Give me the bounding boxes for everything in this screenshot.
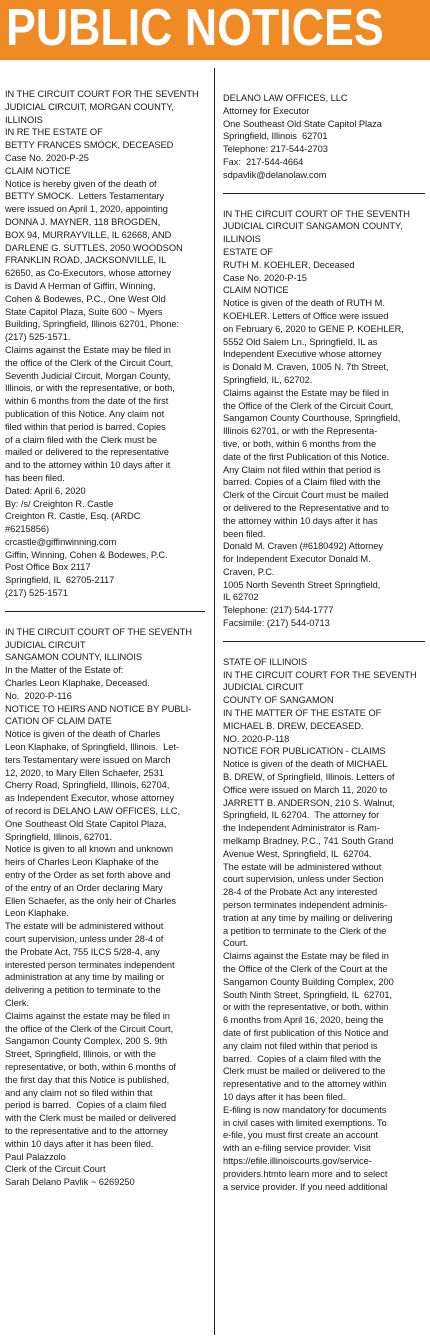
notice-line: 1005 North Seventh Street Springfield, [223, 579, 381, 590]
notice-line: Notice is hereby given of the death of [5, 178, 157, 189]
notice-separator [223, 193, 425, 194]
notice-line: publication of this Notice. Any claim not [5, 408, 165, 419]
notice-line: as Independent Executor, whose attorney [5, 793, 175, 804]
notice-line: heirs of Charles Leon Klaphake of the [5, 857, 159, 868]
notice-line: By: /s/ Creighton R. Castle [5, 498, 114, 509]
notice-line: barred. Copies of a claim filed with the [223, 1053, 382, 1064]
notice-line: with an e-filing service provider. Visit [223, 1143, 371, 1154]
notice-line: in civil cases with limited exemptions. To [223, 1117, 387, 1128]
notice-line: FRANKLIN ROAD, JACKSONVILLE, IL [5, 255, 167, 266]
notice-separator [223, 641, 425, 642]
legal-notice [5, 88, 205, 600]
notice-separator [5, 611, 205, 612]
notice-line: interested person terminates independent [5, 959, 175, 970]
notice-line: DELANO LAW OFFICES, LLC [223, 93, 348, 103]
notice-line: barred. Copies of a Claim filed with the [223, 477, 381, 488]
notice-line: melkamp Bradney, P.C., 741 South Grand [223, 836, 394, 847]
notice-line: IN THE CIRCUIT COURT OF THE SEVENTH [5, 626, 192, 637]
notice-line: STATE OF ILLINOIS [223, 656, 308, 667]
notice-line: BETTY FRANCES SMOCK, DECEASED [5, 140, 174, 151]
notice-line: Facsimile: (217) 544-0713 [223, 618, 330, 629]
notice-line: Springfield, IL 62705-2117 [5, 575, 115, 586]
notice-line: a petition to terminate to the Clerk of the [223, 925, 387, 936]
legal-notice [223, 656, 425, 1193]
notice-line: were issued on April 1, 2020, appointing [5, 204, 168, 215]
notice-line: Seventh Judicial Circuit, Morgan County, [5, 370, 171, 381]
notice-line: Sangamon County Complex, 200 S. 9th [5, 1036, 168, 1047]
notice-line: of a claim filed with the Clerk must be [5, 434, 158, 445]
notice-line: filed within that period is barred. Copies [5, 421, 166, 432]
notice-line: Case No. 2020-P-15 [223, 272, 307, 283]
notice-line: Attorney for Executor [223, 105, 310, 116]
notice-line: Illinois 62701, or with the Representa- [223, 426, 378, 437]
notice-line: Cohen & Bodewes, P.C., One West Old [5, 293, 166, 304]
notice-line: IN THE MATTER OF THE ESTATE OF [223, 708, 382, 719]
notice-line: Clerk of the Circuit Court [5, 1164, 106, 1175]
notice-line: SANGAMON COUNTY, ILLINOIS [5, 652, 143, 663]
notice-line: E-filing is now mandatory for documents [223, 1104, 387, 1115]
notice-line: Ellen Schaefer, as the only heir of Charles [5, 895, 176, 906]
notice-line: within 10 days after it has been filed. [5, 1138, 154, 1149]
notice-line: Clerk must be mailed or delivered to the [223, 1066, 386, 1077]
notice-line: RUTH M. KOEHLER, Deceased [223, 259, 355, 270]
notice-line: CLAIM NOTICE [223, 285, 289, 296]
notice-line: date of first publication of this Notice and [223, 1027, 389, 1038]
notice-line: Clerk. [5, 997, 29, 1008]
notice-line: DARLENE G. SUTTLES, 2050 WOODSON [5, 242, 183, 253]
notice-line: The estate will be administered without [223, 861, 382, 872]
notice-line: IL 62702 [223, 592, 259, 603]
notice-line: or with the representative, or both, within [223, 1002, 389, 1013]
notice-line: COUNTY OF SANGAMON [223, 695, 334, 706]
notice-line: or delivered to the Representative and to [223, 502, 389, 513]
notice-line: Springfield, Illinois 62701 [223, 131, 328, 142]
notice-line: CLAIM NOTICE [5, 165, 71, 176]
notice-line: of the entry of an Order declaring Mary [5, 882, 163, 893]
notice-line: administration at any time by mailing or [5, 972, 165, 983]
notice-line: Court. [223, 938, 249, 949]
notice-line: on February 6, 2020 to GENE P. KOEHLER, [223, 323, 404, 334]
notice-line: 62650, as Co-Executors, whose attorney [5, 268, 172, 279]
notice-line: South Ninth Street, Springfield, IL 62701, [223, 989, 393, 1000]
notice-line: Post Office Box 2117 [5, 562, 91, 573]
notice-line: Paul Palazzolo [5, 1151, 66, 1162]
notice-line: KOEHLER. Letters of Office were issued [223, 310, 389, 321]
notice-line: Leon Klaphake. [5, 908, 69, 919]
notice-line: is Donald M. Craven, 1005 N. 7th Street, [223, 362, 389, 373]
notice-line: entry of the Order as set forth above and [5, 870, 171, 881]
notice-line: court supervision, unless under Section [223, 874, 384, 885]
notice-line: Sangamon County Courthouse, Springfield, [223, 413, 401, 424]
notice-line: (217) 525-1571. [5, 332, 71, 343]
notice-line: In the Matter of the Estate of: [5, 665, 124, 676]
banner-title: PUBLIC NOTICES [6, 0, 384, 57]
notice-line: https://efile.illinoiscourts.gov/service- [223, 1155, 372, 1166]
notice-line: Notice is given to all known and unknown [5, 844, 174, 855]
notice-line: One Southeast Old State Capitol Plaza, [5, 818, 167, 829]
notice-line: MICHAEL B. DREW, DECEASED. [223, 720, 364, 731]
notice-line: for Independent Executor Donald M. [223, 554, 371, 565]
notice-line: and any claim not so filed within that [5, 1087, 153, 1098]
notice-line: IN THE CIRCUIT COURT OF THE SEVENTH [223, 208, 410, 219]
notice-line: Claims against the estate may be filed in [5, 1010, 170, 1021]
notice-line: Springfield, IL 62704. The attorney for [223, 810, 380, 821]
notice-line: One Southeast Old State Capitol Plaza [223, 118, 382, 129]
notice-line: Giffin, Winning, Cohen & Bodewes, P.C. [5, 549, 168, 560]
notice-line: IN THE CIRCUIT COURT FOR THE SEVENTH [5, 89, 199, 99]
notice-line: the Office of the Clerk of the Court at the [223, 964, 388, 974]
notice-line: ESTATE OF [223, 246, 273, 257]
notice-line: delivering a petition to terminate to the [5, 985, 161, 996]
notice-line: period is barred. Copies of a claim filed [5, 1100, 167, 1111]
notice-line: JUDICIAL CIRCUIT [5, 639, 86, 650]
notice-line: The estate will be administered without [5, 921, 164, 932]
notice-line: crcastle@giffinwinning.com [5, 536, 117, 547]
notice-line: Illinois, or with the representative, or both, [5, 383, 175, 394]
notice-line: Notice is given of the death of Charles [5, 729, 161, 740]
notice-line: IN THE CIRCUIT COURT FOR THE SEVENTH [223, 669, 417, 680]
notice-line: Notice is given of the death of RUTH M. [223, 298, 385, 309]
notice-line: court supervision, unless under 28-4 of [5, 934, 164, 944]
notice-line: NOTICE TO HEIRS AND NOTICE BY PUBLI- [5, 703, 192, 714]
notice-line: e-file, you must first create an account [223, 1130, 379, 1141]
notice-line: Donald M. Craven (#6180492) Attorney [223, 541, 383, 552]
notice-line: person terminates independent adminis- [223, 900, 387, 911]
notice-line: Springfield, Illinois, 62701. [5, 831, 113, 842]
notice-line: the attorney within 10 days after it has [223, 515, 378, 526]
notice-line: Craven, P.C. [223, 566, 275, 577]
notice-line: has been filed. [5, 472, 65, 483]
notice-line: JARRETT B. ANDERSON, 210 S. Walnut, [223, 797, 395, 808]
column-divider [214, 68, 215, 1335]
notice-line: Claims against the Estate may be filed in [5, 344, 171, 355]
notice-line: the office of the Clerk of the Circuit Court, [5, 1023, 174, 1034]
notice-line: Avenue West, Springfield, IL 62704. [223, 848, 372, 859]
notice-line: JUDICIAL CIRCUIT [223, 682, 304, 693]
notice-line: mailed or delivered to the representative [5, 447, 169, 458]
notice-line: of record is DELANO LAW OFFICES, LLC, [5, 806, 181, 817]
notice-line: JUDICIAL CIRCUIT SANGAMON COUNTY, [223, 221, 403, 232]
notice-line: Fax: 217-544-4664 [223, 156, 304, 167]
notice-line: to the representative and to the attorney [5, 1125, 168, 1136]
notice-line: NO. 2020-P-118 [223, 733, 290, 744]
notice-line: Clerk of the Circuit Court must be mailed [223, 490, 389, 501]
legal-notice [223, 92, 425, 182]
notice-line: Dated: April 6, 2020 [5, 485, 86, 496]
notice-line: with the Clerk must be mailed or delivered [5, 1113, 177, 1124]
notice-line: Notice is given of the death of MICHAEL [223, 759, 388, 770]
notice-line: representative, or both, within 6 months of [5, 1061, 176, 1072]
notice-line: B. DREW, of Springfield, Illinois. Letters of [223, 772, 395, 783]
notice-line: ters Testamentary were issued on March [5, 754, 171, 765]
notice-line: Office were issued on March 11, 2020 to [223, 784, 388, 795]
right-column [223, 92, 425, 1339]
notice-line: Street, Springfield, Illinois, or with the [5, 1049, 156, 1060]
notice-line: 10 days after it has been filed. [223, 1091, 346, 1102]
notice-line: NOTICE FOR PUBLICATION - CLAIMS [223, 746, 386, 757]
notice-line: representative and to the attorney within [223, 1079, 387, 1090]
notice-line: CATION OF CLAIM DATE [5, 716, 112, 727]
notice-line: the Independent Administrator is Ram- [223, 823, 380, 834]
notice-line: providers.htmto learn more and to select [223, 1168, 388, 1179]
notice-line: Building, Springfield, Illinois 62701, Phone: [5, 319, 179, 330]
notice-line: a service provider. If you need additional [223, 1181, 388, 1192]
notice-line: Creighton R. Castle, Esq. (ARDC [5, 511, 141, 522]
notice-line: 28-4 of the Probate Act any interested [223, 887, 378, 898]
notice-line: Sangamon County Building Complex, 200 [223, 976, 394, 987]
notice-line: Charles Leon Klaphake, Deceased. [5, 678, 150, 689]
notice-line: the first day that this Notice is published, [5, 1074, 170, 1085]
notice-line: been filed. [223, 528, 266, 539]
notice-line: State Capitol Plaza, Suite 600 ~ Myers [5, 306, 163, 317]
legal-notice [5, 626, 205, 1189]
notice-line: and to the attorney within 10 days after it [5, 460, 171, 471]
legal-notice [223, 208, 425, 630]
notice-line: 12, 2020, to Mary Ellen Schaefer, 2531 [5, 767, 164, 778]
notice-line: Claims against the Estate may be filed in [223, 387, 389, 398]
notice-line: the Probate Act, 755 ILCS 5/28-4, any [5, 946, 160, 957]
notice-line: 6 months from April 16, 2020, being the [223, 1015, 384, 1026]
notice-line: is David A Herman of Giffin, Winning, [5, 280, 156, 291]
notice-line: Leon Klaphake, of Springfield, Illinois. Let- [5, 742, 179, 753]
left-column [5, 88, 205, 1335]
notice-line: (217) 525-1571 [5, 588, 68, 599]
notice-line: ILLINOIS [5, 114, 43, 125]
notice-line: sdpavlik@delanolaw.com [223, 169, 327, 180]
notice-line: Telephone: 217-544-2703 [223, 144, 328, 155]
notice-line: the office of the Clerk of the Circuit Court, [5, 357, 174, 368]
notice-line: tive, or both, within 6 months from the [223, 438, 377, 449]
notice-line: date of the first Publication of this Notice. [223, 451, 390, 462]
notice-line: IN RE THE ESTATE OF [5, 127, 103, 138]
public-notices-banner [0, 0, 430, 60]
notice-line: any claim not filed within that period is [223, 1040, 378, 1051]
notice-line: 5552 Old Salem Ln., Springfield, IL as [223, 336, 378, 347]
notice-line: Any Claim not filed within that period is [223, 464, 381, 475]
notice-line: the Office of the Clerk of the Circuit Court, [223, 400, 394, 411]
notice-line: Cherry Road, Springfield, Illinois, 62704, [5, 780, 170, 791]
notice-line: JUDICIAL CIRCUIT, MORGAN COUNTY, [5, 101, 174, 112]
notice-line: Telephone: (217) 544-1777 [223, 605, 334, 616]
notice-line: Springfield, IL, 62702. [223, 374, 313, 385]
notice-line: ILLINOIS [223, 234, 261, 245]
notice-line: Sarah Delano Pavlik ~ 6269250 [5, 1177, 135, 1188]
notice-line: No. 2020-P-116 [5, 690, 72, 701]
notice-line: DONNA J. MAYNER, 118 BROGDEN, [5, 216, 161, 227]
notice-line: Case No. 2020-P-25 [5, 152, 89, 163]
notice-line: BOX 94, MURRAYVILLE, IL 62668, AND [5, 229, 172, 240]
notice-line: within 6 months from the date of the first [5, 396, 169, 407]
notice-line: Claims against the Estate may be filed in [223, 951, 389, 962]
notice-line: BETTY SMOCK. Letters Testamentary [5, 191, 165, 202]
notice-line: tration at any time by mailing or delivering [223, 912, 393, 923]
notice-line: #6215856) [5, 524, 50, 535]
notice-line: Independent Executive whose attorney [223, 349, 382, 360]
